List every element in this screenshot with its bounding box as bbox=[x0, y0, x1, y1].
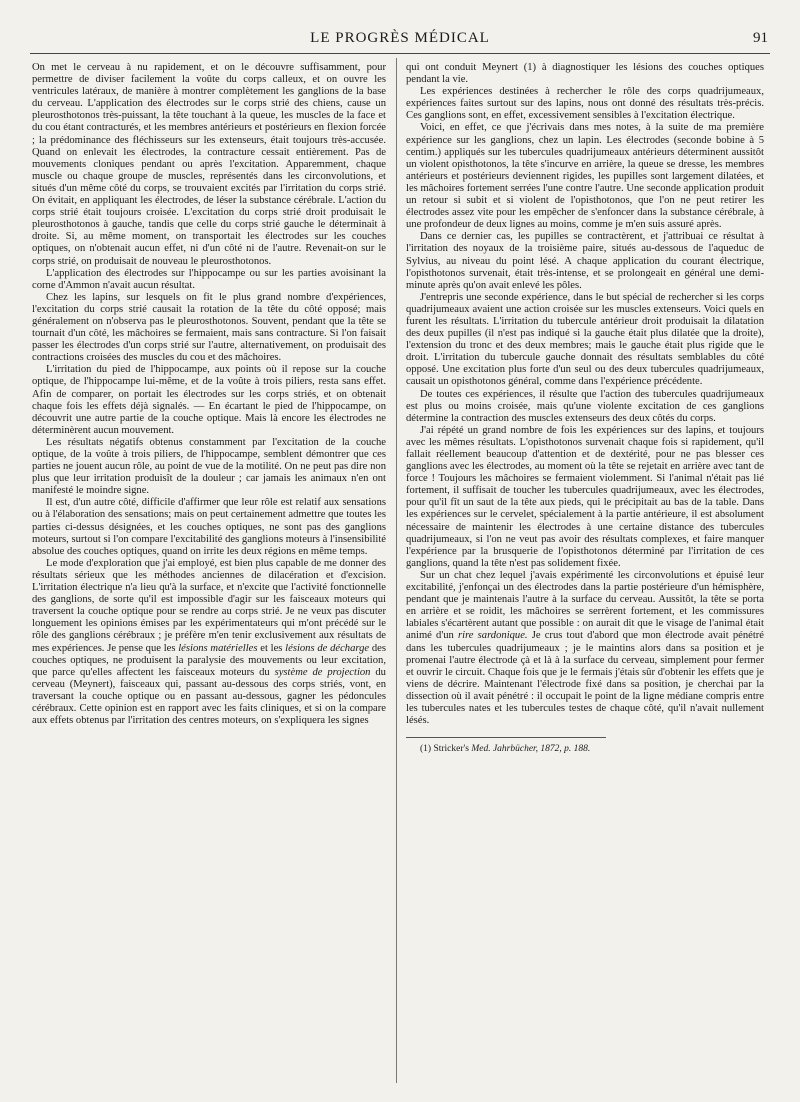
page-header bbox=[30, 28, 770, 50]
paragraph-text: des couches optiques, ne produisent la paralysie des mouvements ou leur excitation, que parce qu'elles affectent les faisceaux moteurs du bbox=[32, 642, 386, 678]
paragraph: J'entrepris une seconde expérience, dans le but spécial de rechercher si les corps quadrijumeaux avaient une action croisée sur les muscles extenseurs. Voici quels en furent les résultats. L'irritation du tubercule antérieur droit produisait la dilatation des deux pupilles (il n'est pas indiqué si la gauche était plus dilatée que la droite), l'extension du tronc et des deux membres; mais le gauche était plus rigide que le droit. L'irritation du tubercule gauche donnait des résultats semblables du côté opposé. Une excitation plus forte d'un seul ou des deux tubercules quadrijumeaux, causait un opisthotonos général, comme dans l'expérience précédente. bbox=[406, 291, 764, 388]
footnote-rule bbox=[406, 737, 606, 738]
paragraph-text: Sur un chat chez lequel j'avais expérimenté les circonvolutions et épuisé leur excitabilité, j'enfonçai un des électrodes dans la partie postérieure d'un hémisphère, pendant que je maintenais l'autre à la surface du cerveau. Aussitôt, la tête se porta en arrière et se roidit, les mâchoires se serrèrent fortement, et les commissures labiales s'écartèrent autant que possible : on aurait dit que le visage de l'animal était animé d'un bbox=[406, 569, 764, 642]
italic-phrase: rire sardonique. bbox=[458, 630, 528, 642]
paragraph: Les résultats négatifs obtenus constamment par l'excitation de la couche optique, de la voûte à trois piliers, de l'hippocampe, semblent démontrer que ces parties ne jouent aucun rôle, au point de vue de la motilité. On ne peut pas dire non plus que leur irritation produisît de la douleur ; car jamais les animaux n'en ont manifesté le moindre signe. bbox=[32, 436, 386, 497]
column-divider bbox=[396, 58, 397, 1083]
paragraph: L'application des électrodes sur l'hippocampe ou sur les parties avoisinant la corne d'Ammon n'avait aucun résultat. bbox=[32, 267, 386, 291]
paragraph-text: et les bbox=[257, 642, 286, 654]
paragraph: Dans ce dernier cas, les pupilles se contractèrent, et j'attribuai ce résultat à l'irritation des noyaux de la troisième paire, situés au-dessous de l'aqueduc de Sylvius, au niveau du point lésé. A chaque application du courant électrique, l'opisthotonos survenait, était très-intense, et se prolongeait en général une demi-minute après qu'on avait enlevé les pôles. bbox=[406, 231, 764, 291]
paragraph-text: Je crus tout d'abord que mon électrode avait pénétré dans les tubercules quadrijumeaux ; je le maintins alors dans sa position et je promenai l'autre électrode çà et là à la surface du cerveau, simplement pour fermer et ouvrir le circuit. Chaque fois que je le fermais j'étais sûr d'obtenir les effets que je viens de décrire. Maintenant l'électrode fixé dans sa position, je cherchai par la dissection où il avait pénétré : il occupait le point de la ligne médiane compris entre les tubercules nates et les tubercules testes de chaque côté, qu'il n'avait nullement lésés. bbox=[406, 630, 764, 727]
paragraph: De toutes ces expériences, il résulte que l'action des tubercules quadrijumeaux est plus ou moins croisée, mais qu'une violente excitation de ces ganglions détermine la contraction des muscles extenseurs des deux côtés du corps. bbox=[406, 388, 764, 424]
paragraph bbox=[32, 558, 386, 727]
paragraph-text: du cerveau (Meynert), faisceaux qui, passant au-dessous des corps striés, vont, en traversant la couche optique ou en passant au-dessous, gagner les pédoncules cérébraux. Cette opinion est en rapport avec les faits cliniques, et si on la compare aux effets obtenus par l'irritation des centres moteurs, on s'expliquera les signes bbox=[32, 666, 386, 727]
paragraph-text: Le mode d'exploration que j'ai employé, est bien plus capable de me donner des résultats sérieux que les méthodes anciennes de dilacération et d'excision. L'irritation électrique n'a lieu qu'à la surface, et n'excite que l'activité fonctionnelle des ganglions, de sorte qu'il est impossible d'agir sur les faisceaux moteurs qui traversent la couche optique pour se rendre au corps strié. Je ne veux pas discuter longuement les opinions émises par les expérimentateurs qui m'ont précédé sur le rôle des ganglions cérébraux ; je préfère m'en tenir exclusivement aux résultats de mes expériences. Je pense que les bbox=[32, 557, 386, 654]
paragraph: On met le cerveau à nu rapidement, et on le découvre suffisamment, pour permettre de diviser facilement la voûte du corps calleux, et on ouvre les ventricules latéraux, de manière à montrer complètement les ganglions de la base du cerveau. L'application des électrodes sur le corps strié des chiens, cause un pleurosthotonos très-puissant, la tête touchant à la queue, les muscles de la face et du cou étant contracturés, et les membres antérieurs et postérieurs en flexion forcée ; la prédominance des fléchisseurs sur les extenseurs, était toujours très-accusée. Quand on enlevait les électrodes, la contracture cessait entièrement. Pas de mouvements cloniques pendant ou après l'excitation. Apparemment, chaque muscle ou chaque groupe de muscles, représentés dans les circonvolutions, et situés d'un même côté du corps, se trouvaient excités par l'irritation du corps strié. On évitait, en appliquant les électrodes, de léser la substance cérébrale. L'action du corps strié était toujours croisée. L'excitation du corps strié droit produisait le pleurosthotonos à gauche, tandis que celle du corps strié gauche le déterminait à droite. Si, au même moment, on transportait les électrodes sur les couches optiques, on n'obtenait aucun effet, ni d'un côté ni de l'autre. Revenait-on sur le corps strié, on produisait de nouveau le pleurosthotonos. bbox=[32, 62, 386, 267]
paragraph: Les expériences destinées à rechercher le rôle des corps quadrijumeaux, expériences faites surtout sur des lapins, nous ont donné des résultats très-précis. Ces ganglions sont, en effet, excessivement sensibles à l'excitation électrique. bbox=[406, 86, 764, 122]
italic-phrase: lésions matérielles bbox=[178, 642, 258, 654]
paragraph: Il est, d'un autre côté, difficile d'affirmer que leur rôle est relatif aux sensations ou à l'élaboration des sensations; mais on peut certainement admettre que toutes les parties ci-dessus désignées, et les couches optiques, ne sont pas des ganglions moteurs, surtout si l'on compare l'excitabilité des ganglions moteurs à l'insensibilité absolue des couches optiques, quand on irrite les deux régions en même temps. bbox=[32, 497, 386, 557]
italic-phrase: système de projection bbox=[274, 666, 371, 678]
paragraph: Voici, en effet, ce que j'écrivais dans mes notes, à la suite de ma première expérience sur les ganglions, chez un lapin. Les électrodes (seconde bobine à 5 centim.) appliqués sur les tubercules quadrijumeaux antérieurs déterminent aussitôt un violent opisthotonos, la tête s'incurve en arrière, la queue se dresse, les membres antérieurs et postérieurs deviennent rigides, les pupilles sont largement dilatées, et les mâchoires fortement serrées l'une contre l'autre. Une seconde application produit un retour si subit et si violent de l'opisthotonos, que l'on ne peut retirer les électrodes assez vite pour les empêcher de s'enfoncer dans la substance cérébrale, à une profondeur de deux lignes au moins, comme je m'en suis assuré après. bbox=[406, 122, 764, 231]
footnote bbox=[406, 743, 764, 755]
page-number: 91 bbox=[753, 30, 768, 46]
right-column bbox=[406, 62, 764, 1077]
paragraph: L'irritation du pied de l'hippocampe, aux points où il repose sur la couche optique, de l'hippocampe lui-même, et de la voûte à trois piliers, resta sans effet. Afin de comparer, on portait les électrodes sur les corps striés, et on obtenait chaque fois les effets déjà signalés. — En écartant le pied de l'hippocampe, on découvrit une autre partie de la couche optique. Mais là encore les électrodes ne déterminèrent aucun mouvement. bbox=[32, 364, 386, 436]
left-column bbox=[32, 62, 386, 1077]
footnote-citation: Med. Jahrbücher, 1872, p. 188. bbox=[471, 744, 591, 755]
header-rule bbox=[30, 53, 770, 54]
paragraph: qui ont conduit Meynert (1) à diagnostiquer les lésions des couches optiques pendant la vie. bbox=[406, 62, 764, 86]
journal-title: LE PROGRÈS MÉDICAL bbox=[310, 30, 490, 46]
footnote-text: (1) Stricker's bbox=[420, 744, 472, 755]
paragraph: Chez les lapins, sur lesquels on fit le plus grand nombre d'expériences, l'excitation du corps strié causait la rotation de la tête du côté opposé; mais généralement on n'observa pas le pleurosthotonos. Souvent, pendant que la tête se tournait d'un côté, les mâchoires se fermaient, mais sans contracture. Si l'on faisait passer les électrodes d'un corps strié sur l'autre, alternativement, on produisait des contractions croisées des muscles du cou et des mâchoires. bbox=[32, 291, 386, 364]
paragraph: J'ai répété un grand nombre de fois les expériences sur des lapins, et toujours avec les mêmes résultats. L'opisthotonos survenait chaque fois si rapidement, qu'il fallait réellement beaucoup d'attention et de dextérité, pour ne pas blesser ces ganglions avec les électrodes, au moment où la tête se rejetait en arrière avec tant de force ! Toujours les mâchoires se fermaient violemment. Si l'animal n'était pas lié fortement, il suffisait de toucher les tubercules quadrijumeaux, avec les électrodes, pour qu'il fît un saut de la tête aux pieds, qui le précipitait au bas de la table. Dans les expériences sur le cervelet, spécialement à la partie antérieure, il est absolument nécessaire de maintenir les électrodes à une certaine distance des tubercules quadrijumeaux, si l'on ne veut pas avoir des résultats complexes, et faire manquer l'expérience par la brusquerie de l'opisthotonos déterminé par l'irritation de ces ganglions, quand la tête n'est pas solidement fixée. bbox=[406, 424, 764, 569]
italic-phrase: lésions de décharge bbox=[285, 642, 370, 654]
paragraph bbox=[406, 570, 764, 727]
